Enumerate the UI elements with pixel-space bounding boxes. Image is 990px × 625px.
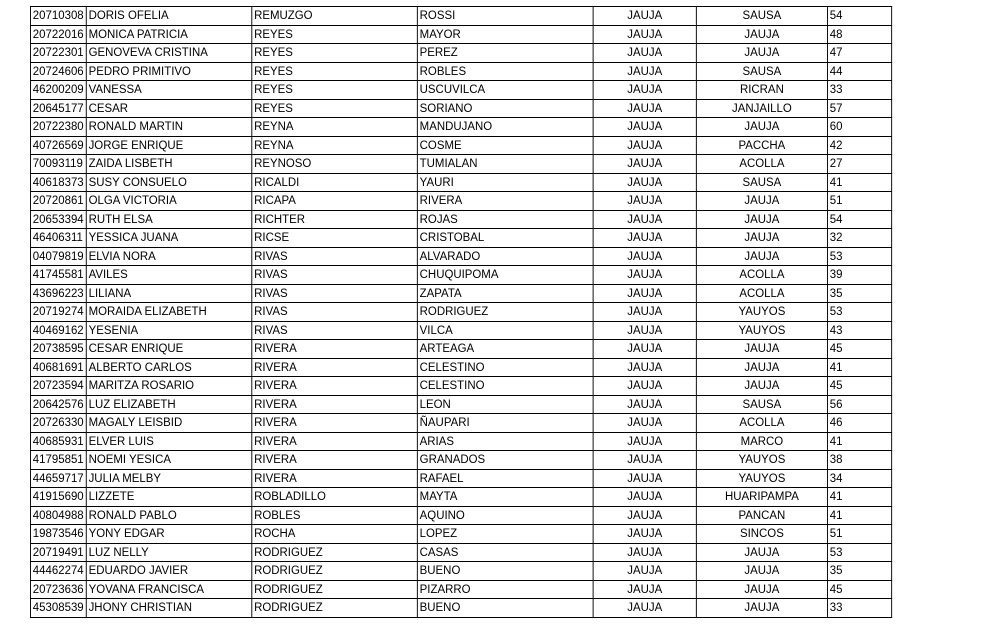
table-row bbox=[30, 118, 891, 137]
given-names-cell: MONICA PATRICIA bbox=[86, 25, 252, 44]
age-cell: 38 bbox=[827, 451, 891, 470]
maternal-surname-cell: CRISTOBAL bbox=[417, 229, 593, 248]
paternal-surname-cell: RODRIGUEZ bbox=[252, 562, 418, 581]
age-cell: 39 bbox=[827, 266, 891, 285]
paternal-surname-cell: REYES bbox=[252, 44, 418, 63]
given-names-cell: MORAIDA ELIZABETH bbox=[86, 303, 252, 322]
given-names-cell: LILIANA bbox=[86, 284, 252, 303]
given-names-cell: AVILES bbox=[86, 266, 252, 285]
dni-cell: 46406311 bbox=[30, 229, 86, 248]
province-cell: JAUJA bbox=[593, 99, 696, 118]
maternal-surname-cell: BUENO bbox=[417, 562, 593, 581]
paternal-surname-cell: REYNOSO bbox=[252, 155, 418, 174]
dni-cell: 20645177 bbox=[30, 99, 86, 118]
dni-cell: 20722380 bbox=[30, 118, 86, 137]
province-cell: JAUJA bbox=[593, 136, 696, 155]
given-names-cell: YONY EDGAR bbox=[86, 525, 252, 544]
district-cell: ACOLLA bbox=[696, 266, 827, 285]
given-names-cell: ALBERTO CARLOS bbox=[86, 358, 252, 377]
province-cell: JAUJA bbox=[593, 599, 696, 618]
age-cell: 45 bbox=[827, 377, 891, 396]
district-cell: MARCO bbox=[696, 432, 827, 451]
province-cell: JAUJA bbox=[593, 469, 696, 488]
maternal-surname-cell: ÑAUPARI bbox=[417, 414, 593, 433]
table-row bbox=[30, 303, 891, 322]
province-cell: JAUJA bbox=[593, 580, 696, 599]
given-names-cell: JORGE ENRIQUE bbox=[86, 136, 252, 155]
dni-cell: 40726569 bbox=[30, 136, 86, 155]
given-names-cell: RUTH ELSA bbox=[86, 210, 252, 229]
district-cell: PACCHA bbox=[696, 136, 827, 155]
table-row bbox=[30, 395, 891, 414]
province-cell: JAUJA bbox=[593, 525, 696, 544]
dni-cell: 20642576 bbox=[30, 395, 86, 414]
age-cell: 41 bbox=[827, 506, 891, 525]
table-row bbox=[30, 469, 891, 488]
given-names-cell: LUZ ELIZABETH bbox=[86, 395, 252, 414]
dni-cell: 44462274 bbox=[30, 562, 86, 581]
province-cell: JAUJA bbox=[593, 321, 696, 340]
given-names-cell: JHONY CHRISTIAN bbox=[86, 599, 252, 618]
age-cell: 41 bbox=[827, 488, 891, 507]
district-cell: RICRAN bbox=[696, 81, 827, 100]
district-cell: SAUSA bbox=[696, 7, 827, 26]
age-cell: 46 bbox=[827, 414, 891, 433]
maternal-surname-cell: RODRIGUEZ bbox=[417, 303, 593, 322]
table-row bbox=[30, 247, 891, 266]
district-cell: ACOLLA bbox=[696, 155, 827, 174]
age-cell: 48 bbox=[827, 25, 891, 44]
district-cell: YAUYOS bbox=[696, 321, 827, 340]
paternal-surname-cell: REMUZGO bbox=[252, 7, 418, 26]
dni-cell: 40469162 bbox=[30, 321, 86, 340]
district-cell: JAUJA bbox=[696, 229, 827, 248]
district-cell: JAUJA bbox=[696, 599, 827, 618]
given-names-cell: DORIS OFELIA bbox=[86, 7, 252, 26]
district-cell: ACOLLA bbox=[696, 414, 827, 433]
table-row bbox=[30, 62, 891, 81]
maternal-surname-cell: VILCA bbox=[417, 321, 593, 340]
given-names-cell: YESSICA JUANA bbox=[86, 229, 252, 248]
province-cell: JAUJA bbox=[593, 7, 696, 26]
province-cell: JAUJA bbox=[593, 155, 696, 174]
age-cell: 53 bbox=[827, 247, 891, 266]
age-cell: 54 bbox=[827, 210, 891, 229]
province-cell: JAUJA bbox=[593, 62, 696, 81]
given-names-cell: LIZZETE bbox=[86, 488, 252, 507]
province-cell: JAUJA bbox=[593, 210, 696, 229]
table-row bbox=[30, 358, 891, 377]
table-row bbox=[30, 210, 891, 229]
paternal-surname-cell: RIVERA bbox=[252, 340, 418, 359]
age-cell: 41 bbox=[827, 358, 891, 377]
paternal-surname-cell: RIVERA bbox=[252, 432, 418, 451]
district-cell: JAUJA bbox=[696, 580, 827, 599]
maternal-surname-cell: LEON bbox=[417, 395, 593, 414]
paternal-surname-cell: REYES bbox=[252, 62, 418, 81]
dni-cell: 20724606 bbox=[30, 62, 86, 81]
age-cell: 27 bbox=[827, 155, 891, 174]
paternal-surname-cell: REYES bbox=[252, 99, 418, 118]
table-row bbox=[30, 192, 891, 211]
paternal-surname-cell: RIVAS bbox=[252, 266, 418, 285]
age-cell: 56 bbox=[827, 395, 891, 414]
maternal-surname-cell: SORIANO bbox=[417, 99, 593, 118]
maternal-surname-cell: CASAS bbox=[417, 543, 593, 562]
records-table bbox=[30, 6, 892, 618]
table-row bbox=[30, 136, 891, 155]
dni-cell: 40685931 bbox=[30, 432, 86, 451]
paternal-surname-cell: RIVERA bbox=[252, 358, 418, 377]
paternal-surname-cell: RIVAS bbox=[252, 284, 418, 303]
maternal-surname-cell: RAFAEL bbox=[417, 469, 593, 488]
age-cell: 45 bbox=[827, 580, 891, 599]
province-cell: JAUJA bbox=[593, 562, 696, 581]
dni-cell: 20653394 bbox=[30, 210, 86, 229]
province-cell: JAUJA bbox=[593, 395, 696, 414]
age-cell: 42 bbox=[827, 136, 891, 155]
age-cell: 51 bbox=[827, 525, 891, 544]
dni-cell: 41795851 bbox=[30, 451, 86, 470]
maternal-surname-cell: CHUQUIPOMA bbox=[417, 266, 593, 285]
district-cell: JAUJA bbox=[696, 358, 827, 377]
district-cell: PANCAN bbox=[696, 506, 827, 525]
province-cell: JAUJA bbox=[593, 358, 696, 377]
district-cell: YAUYOS bbox=[696, 469, 827, 488]
maternal-surname-cell: ROSSI bbox=[417, 7, 593, 26]
dni-cell: 40618373 bbox=[30, 173, 86, 192]
dni-cell: 41745581 bbox=[30, 266, 86, 285]
province-cell: JAUJA bbox=[593, 303, 696, 322]
province-cell: JAUJA bbox=[593, 377, 696, 396]
given-names-cell: EDUARDO JAVIER bbox=[86, 562, 252, 581]
paternal-surname-cell: RODRIGUEZ bbox=[252, 543, 418, 562]
district-cell: JAUJA bbox=[696, 562, 827, 581]
district-cell: JAUJA bbox=[696, 118, 827, 137]
maternal-surname-cell: MAYTA bbox=[417, 488, 593, 507]
district-cell: SAUSA bbox=[696, 173, 827, 192]
dni-cell: 20723636 bbox=[30, 580, 86, 599]
maternal-surname-cell: PEREZ bbox=[417, 44, 593, 63]
district-cell: SINCOS bbox=[696, 525, 827, 544]
district-cell: SAUSA bbox=[696, 62, 827, 81]
dni-cell: 20719491 bbox=[30, 543, 86, 562]
age-cell: 53 bbox=[827, 543, 891, 562]
given-names-cell: ELVER LUIS bbox=[86, 432, 252, 451]
maternal-surname-cell: LOPEZ bbox=[417, 525, 593, 544]
district-cell: JAUJA bbox=[696, 377, 827, 396]
dni-cell: 44659717 bbox=[30, 469, 86, 488]
paternal-surname-cell: RICSE bbox=[252, 229, 418, 248]
dni-cell: 20720861 bbox=[30, 192, 86, 211]
given-names-cell: CESAR ENRIQUE bbox=[86, 340, 252, 359]
table-row bbox=[30, 340, 891, 359]
age-cell: 60 bbox=[827, 118, 891, 137]
table-row bbox=[30, 25, 891, 44]
given-names-cell: LUZ NELLY bbox=[86, 543, 252, 562]
age-cell: 41 bbox=[827, 173, 891, 192]
table-row bbox=[30, 451, 891, 470]
dni-cell: 04079819 bbox=[30, 247, 86, 266]
given-names-cell: MARITZA ROSARIO bbox=[86, 377, 252, 396]
given-names-cell: YOVANA FRANCISCA bbox=[86, 580, 252, 599]
maternal-surname-cell: ZAPATA bbox=[417, 284, 593, 303]
province-cell: JAUJA bbox=[593, 229, 696, 248]
paternal-surname-cell: ROCHA bbox=[252, 525, 418, 544]
dni-cell: 41915690 bbox=[30, 488, 86, 507]
maternal-surname-cell: GRANADOS bbox=[417, 451, 593, 470]
given-names-cell: RONALD MARTIN bbox=[86, 118, 252, 137]
paternal-surname-cell: REYES bbox=[252, 25, 418, 44]
maternal-surname-cell: ROBLES bbox=[417, 62, 593, 81]
dni-cell: 40804988 bbox=[30, 506, 86, 525]
age-cell: 47 bbox=[827, 44, 891, 63]
province-cell: JAUJA bbox=[593, 284, 696, 303]
table-row bbox=[30, 562, 891, 581]
maternal-surname-cell: ARIAS bbox=[417, 432, 593, 451]
paternal-surname-cell: REYES bbox=[252, 81, 418, 100]
province-cell: JAUJA bbox=[593, 414, 696, 433]
dni-cell: 70093119 bbox=[30, 155, 86, 174]
district-cell: YAUYOS bbox=[696, 303, 827, 322]
paternal-surname-cell: REYNA bbox=[252, 136, 418, 155]
given-names-cell: VANESSA bbox=[86, 81, 252, 100]
district-cell: SAUSA bbox=[696, 395, 827, 414]
dni-cell: 20722016 bbox=[30, 25, 86, 44]
province-cell: JAUJA bbox=[593, 173, 696, 192]
paternal-surname-cell: RICHTER bbox=[252, 210, 418, 229]
dni-cell: 19873546 bbox=[30, 525, 86, 544]
dni-cell: 20726330 bbox=[30, 414, 86, 433]
given-names-cell: SUSY CONSUELO bbox=[86, 173, 252, 192]
paternal-surname-cell: ROBLES bbox=[252, 506, 418, 525]
given-names-cell: ELVIA NORA bbox=[86, 247, 252, 266]
maternal-surname-cell: RIVERA bbox=[417, 192, 593, 211]
maternal-surname-cell: USCUVILCA bbox=[417, 81, 593, 100]
maternal-surname-cell: BUENO bbox=[417, 599, 593, 618]
district-cell: JAUJA bbox=[696, 44, 827, 63]
province-cell: JAUJA bbox=[593, 506, 696, 525]
maternal-surname-cell: AQUINO bbox=[417, 506, 593, 525]
province-cell: JAUJA bbox=[593, 44, 696, 63]
maternal-surname-cell: PIZARRO bbox=[417, 580, 593, 599]
province-cell: JAUJA bbox=[593, 451, 696, 470]
given-names-cell: YESENIA bbox=[86, 321, 252, 340]
table-row bbox=[30, 377, 891, 396]
age-cell: 53 bbox=[827, 303, 891, 322]
table-row bbox=[30, 599, 891, 618]
paternal-surname-cell: ROBLADILLO bbox=[252, 488, 418, 507]
district-cell: YAUYOS bbox=[696, 451, 827, 470]
paternal-surname-cell: RODRIGUEZ bbox=[252, 599, 418, 618]
dni-cell: 20719274 bbox=[30, 303, 86, 322]
age-cell: 32 bbox=[827, 229, 891, 248]
age-cell: 35 bbox=[827, 284, 891, 303]
dni-cell: 20738595 bbox=[30, 340, 86, 359]
paternal-surname-cell: RIVERA bbox=[252, 451, 418, 470]
paternal-surname-cell: RIVERA bbox=[252, 377, 418, 396]
province-cell: JAUJA bbox=[593, 118, 696, 137]
age-cell: 34 bbox=[827, 469, 891, 488]
table-row bbox=[30, 432, 891, 451]
paternal-surname-cell: RIVAS bbox=[252, 247, 418, 266]
district-cell: JAUJA bbox=[696, 210, 827, 229]
table-row bbox=[30, 99, 891, 118]
paternal-surname-cell: RIVERA bbox=[252, 414, 418, 433]
province-cell: JAUJA bbox=[593, 192, 696, 211]
district-cell: HUARIPAMPA bbox=[696, 488, 827, 507]
district-cell: JAUJA bbox=[696, 543, 827, 562]
given-names-cell: OLGA VICTORIA bbox=[86, 192, 252, 211]
table-row bbox=[30, 580, 891, 599]
district-cell: ACOLLA bbox=[696, 284, 827, 303]
dni-cell: 20723594 bbox=[30, 377, 86, 396]
maternal-surname-cell: MAYOR bbox=[417, 25, 593, 44]
province-cell: JAUJA bbox=[593, 247, 696, 266]
age-cell: 33 bbox=[827, 599, 891, 618]
given-names-cell: RONALD PABLO bbox=[86, 506, 252, 525]
province-cell: JAUJA bbox=[593, 25, 696, 44]
given-names-cell: JULIA MELBY bbox=[86, 469, 252, 488]
paternal-surname-cell: RODRIGUEZ bbox=[252, 580, 418, 599]
paternal-surname-cell: RIVAS bbox=[252, 321, 418, 340]
province-cell: JAUJA bbox=[593, 81, 696, 100]
given-names-cell: MAGALY LEISBID bbox=[86, 414, 252, 433]
table-row bbox=[30, 7, 891, 26]
maternal-surname-cell: TUMIALAN bbox=[417, 155, 593, 174]
dni-cell: 40681691 bbox=[30, 358, 86, 377]
given-names-cell: PEDRO PRIMITIVO bbox=[86, 62, 252, 81]
age-cell: 51 bbox=[827, 192, 891, 211]
dni-cell: 20722301 bbox=[30, 44, 86, 63]
table-row bbox=[30, 543, 891, 562]
table-row bbox=[30, 81, 891, 100]
age-cell: 41 bbox=[827, 432, 891, 451]
age-cell: 43 bbox=[827, 321, 891, 340]
given-names-cell: ZAIDA LISBETH bbox=[86, 155, 252, 174]
age-cell: 35 bbox=[827, 562, 891, 581]
given-names-cell: NOEMI YESICA bbox=[86, 451, 252, 470]
province-cell: JAUJA bbox=[593, 543, 696, 562]
province-cell: JAUJA bbox=[593, 266, 696, 285]
age-cell: 45 bbox=[827, 340, 891, 359]
given-names-cell: CESAR bbox=[86, 99, 252, 118]
dni-cell: 43696223 bbox=[30, 284, 86, 303]
table-row bbox=[30, 173, 891, 192]
maternal-surname-cell: MANDUJANO bbox=[417, 118, 593, 137]
paternal-surname-cell: RIVERA bbox=[252, 395, 418, 414]
maternal-surname-cell: ROJAS bbox=[417, 210, 593, 229]
age-cell: 44 bbox=[827, 62, 891, 81]
age-cell: 54 bbox=[827, 7, 891, 26]
paternal-surname-cell: RICALDI bbox=[252, 173, 418, 192]
maternal-surname-cell: CELESTINO bbox=[417, 377, 593, 396]
dni-cell: 46200209 bbox=[30, 81, 86, 100]
maternal-surname-cell: ARTEAGA bbox=[417, 340, 593, 359]
table-row bbox=[30, 155, 891, 174]
maternal-surname-cell: CELESTINO bbox=[417, 358, 593, 377]
province-cell: JAUJA bbox=[593, 340, 696, 359]
paternal-surname-cell: REYNA bbox=[252, 118, 418, 137]
table-row bbox=[30, 266, 891, 285]
dni-cell: 20710308 bbox=[30, 7, 86, 26]
province-cell: JAUJA bbox=[593, 488, 696, 507]
table-row bbox=[30, 506, 891, 525]
age-cell: 33 bbox=[827, 81, 891, 100]
dni-cell: 45308539 bbox=[30, 599, 86, 618]
given-names-cell: GENOVEVA CRISTINA bbox=[86, 44, 252, 63]
district-cell: JAUJA bbox=[696, 25, 827, 44]
age-cell: 57 bbox=[827, 99, 891, 118]
paternal-surname-cell: RIVAS bbox=[252, 303, 418, 322]
province-cell: JAUJA bbox=[593, 432, 696, 451]
district-cell: JAUJA bbox=[696, 192, 827, 211]
table-row bbox=[30, 229, 891, 248]
table-row bbox=[30, 525, 891, 544]
maternal-surname-cell: ALVARADO bbox=[417, 247, 593, 266]
table-row bbox=[30, 321, 891, 340]
maternal-surname-cell: YAURI bbox=[417, 173, 593, 192]
table-row bbox=[30, 414, 891, 433]
paternal-surname-cell: RICAPA bbox=[252, 192, 418, 211]
district-cell: JAUJA bbox=[696, 247, 827, 266]
table-row bbox=[30, 44, 891, 63]
paternal-surname-cell: RIVERA bbox=[252, 469, 418, 488]
maternal-surname-cell: COSME bbox=[417, 136, 593, 155]
district-cell: JAUJA bbox=[696, 340, 827, 359]
records-table-body bbox=[30, 7, 891, 618]
district-cell: JANJAILLO bbox=[696, 99, 827, 118]
table-row bbox=[30, 488, 891, 507]
table-row bbox=[30, 284, 891, 303]
